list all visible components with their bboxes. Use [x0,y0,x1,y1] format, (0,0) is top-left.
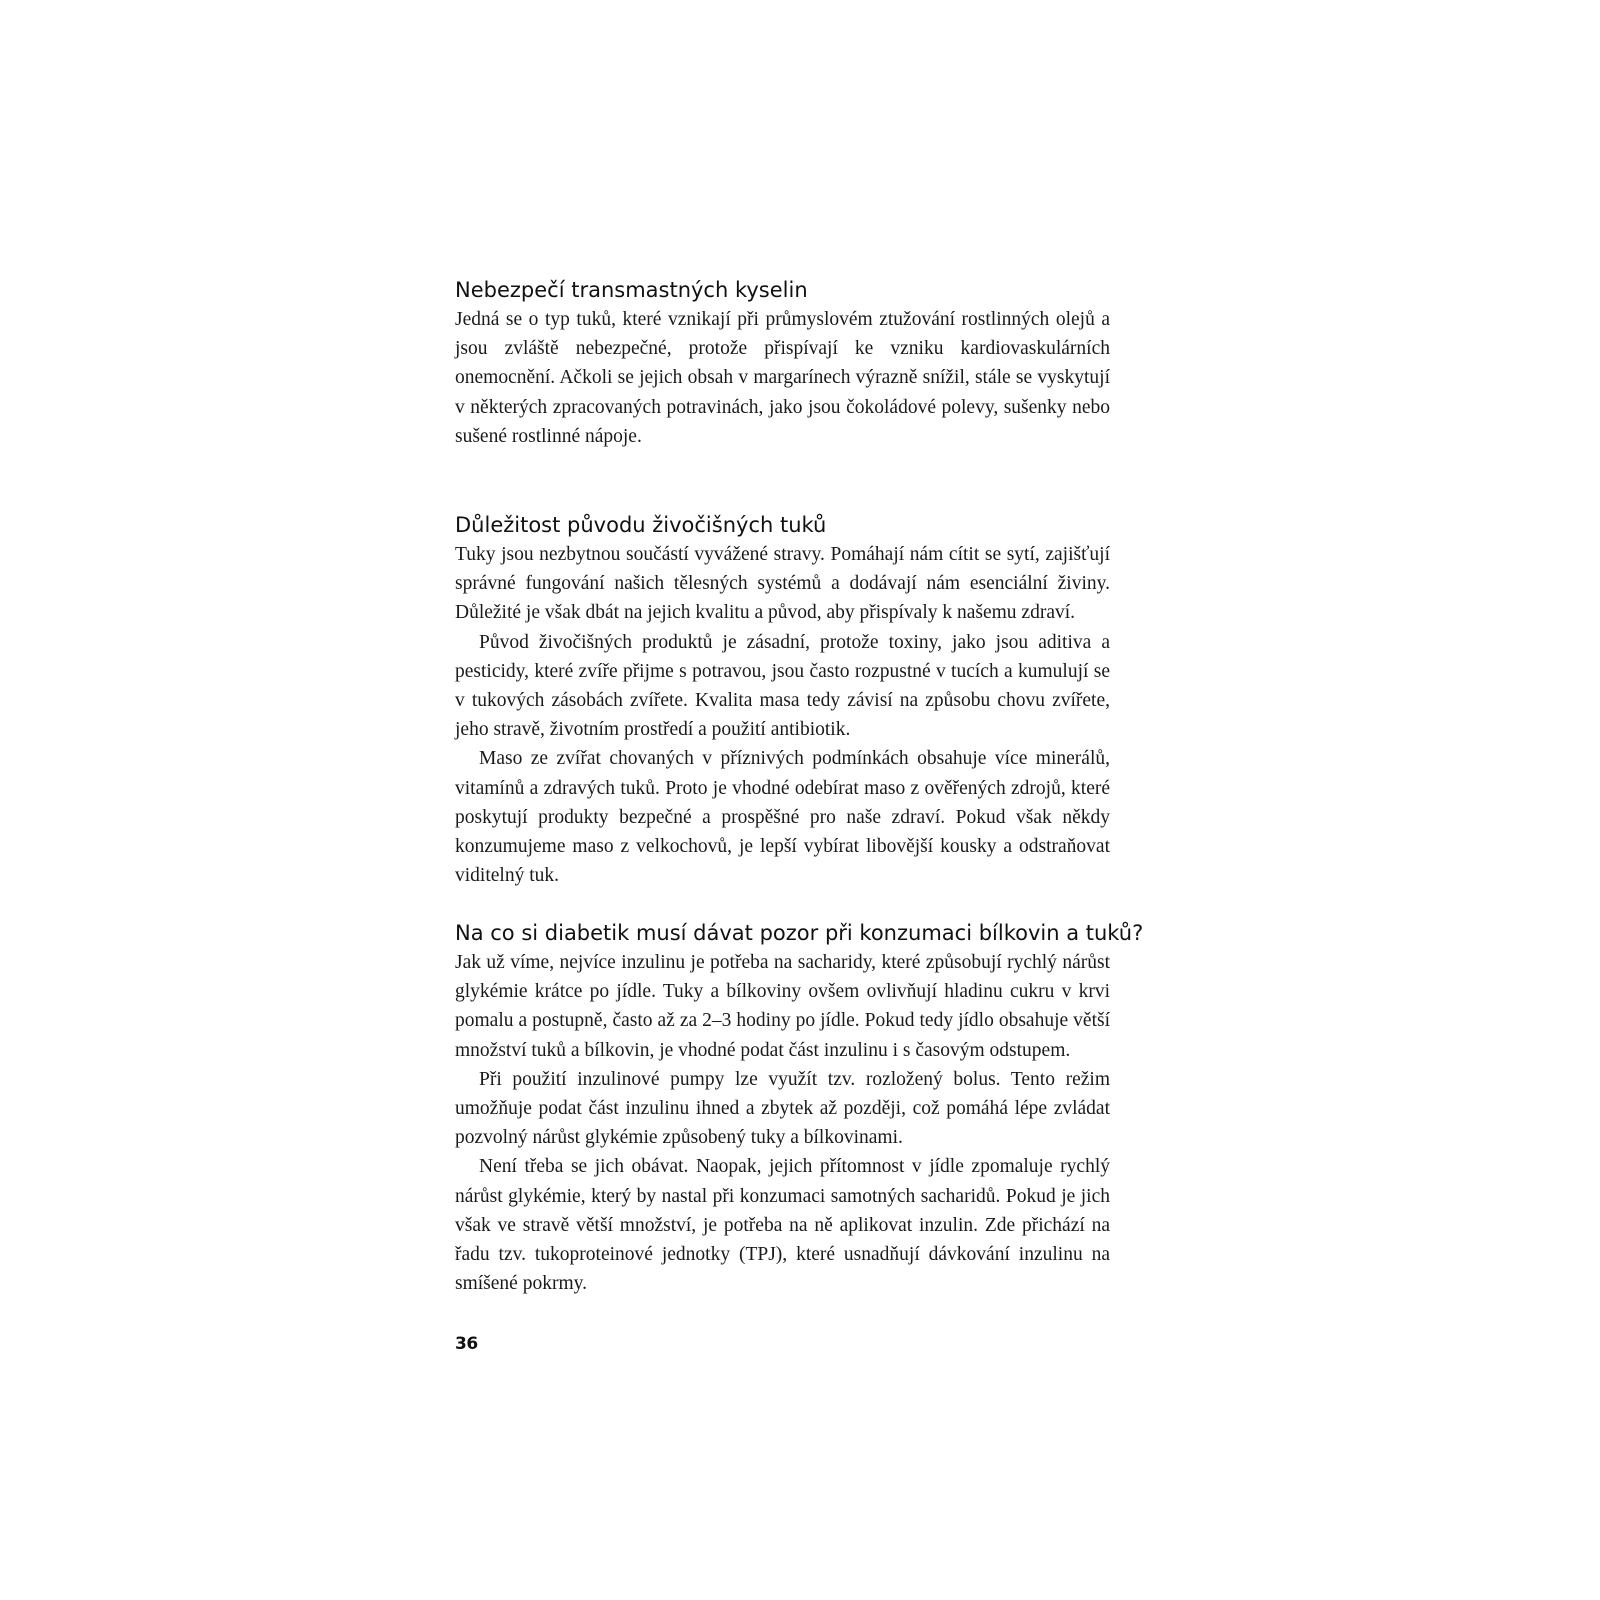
section-heading: Na co si diabetik musí dávat pozor při konzumaci bílkovin a tuků? [455,921,1144,945]
section-heading: Nebezpečí transmastných kyselin [455,278,808,302]
paragraph: Tuky jsou nezbytnou součástí vyvážené stravy. Pomáhají nám cítit se sytí, zajišťují správné fungování našich tělesných systémů a dodávají nám esenciální živiny. Důležité je však dbát na jejich kvalitu a původ, aby přispívaly k našemu zdraví. [455,544,1110,624]
page-number: 36 [455,1334,478,1354]
paragraph: Jedná se o typ tuků, které vznikají při průmyslovém ztužování rostlinných olejů a jsou zvláště nebezpečné, protože přispívají ke vzniku kardiovaskulárních onemocnění. Ačkoli se jejich obsah v margarínech výrazně snížil, stále se vyskytují v některých zpracovaných potravinách, jako jsou čokoládové polevy, sušenky nebo sušené rostlinné nápoje. [455,309,1110,447]
paragraph: Původ živočišných produktů je zásadní, protože toxiny, jako jsou aditiva a pesticidy, které zvíře přijme s potravou, jsou často rozpustné v tucích a kumulují se v tukových zásobách zvířete. Kvalita masa tedy závisí na způsobu chovu zvířete, jeho stravě, životním prostředí a použití antibiotik. [455,631,1110,741]
section-trans-fats [455,275,1110,451]
paragraph: Při použití inzulinové pumpy lze využít tzv. rozložený bolus. Tento režim umožňuje podat část inzulinu ihned a zbytek až později, což pomáhá lépe zvládat pozvolný nárůst glykémie způsobený tuky a bílkovinami. [455,1068,1110,1149]
paragraph: Jak už víme, nejvíce inzulinu je potřeba na sacharidy, které způsobují rychlý nárůst glykémie krátce po jídle. Tuky a bílkoviny ovšem ovlivňují hladinu cukru v krvi pomalu a postupně, často až za 2–3 hodiny po jídle. Pokud tedy jídlo obsahuje větší množství tuků a bílkovin, je vhodné podat část inzulinu i s časovým odstupem. [455,952,1110,1061]
section-animal-fat-origin [455,510,1110,890]
section-heading: Důležitost původu živočišných tuků [455,513,827,537]
paragraph: Není třeba se jich obávat. Naopak, jejich přítomnost v jídle zpomaluje rychlý nárůst glykémie, který by nastal při konzumaci samotných sacharidů. Pokud je jich však ve stravě větší množství, je potřeba na ně aplikovat inzulin. Zde přichází na řadu tzv. tukoproteinové jednotky (TPJ), které usnadňují dávkování inzulinu na smíšené pokrmy. [455,1156,1110,1295]
section-diabetic-proteins-fats [455,918,1144,1298]
paragraph: Maso ze zvířat chovaných v příznivých podmínkách obsahuje více minerálů, vitamínů a zdravých tuků. Proto je vhodné odebírat maso z ověřených zdrojů, které poskytují produkty bezpečné a prospěšné pro naše zdraví. Pokud však někdy konzumujeme maso z velkochovů, je lepší vybírat libovější kousky a odstraňovat viditelný tuk. [455,748,1110,887]
